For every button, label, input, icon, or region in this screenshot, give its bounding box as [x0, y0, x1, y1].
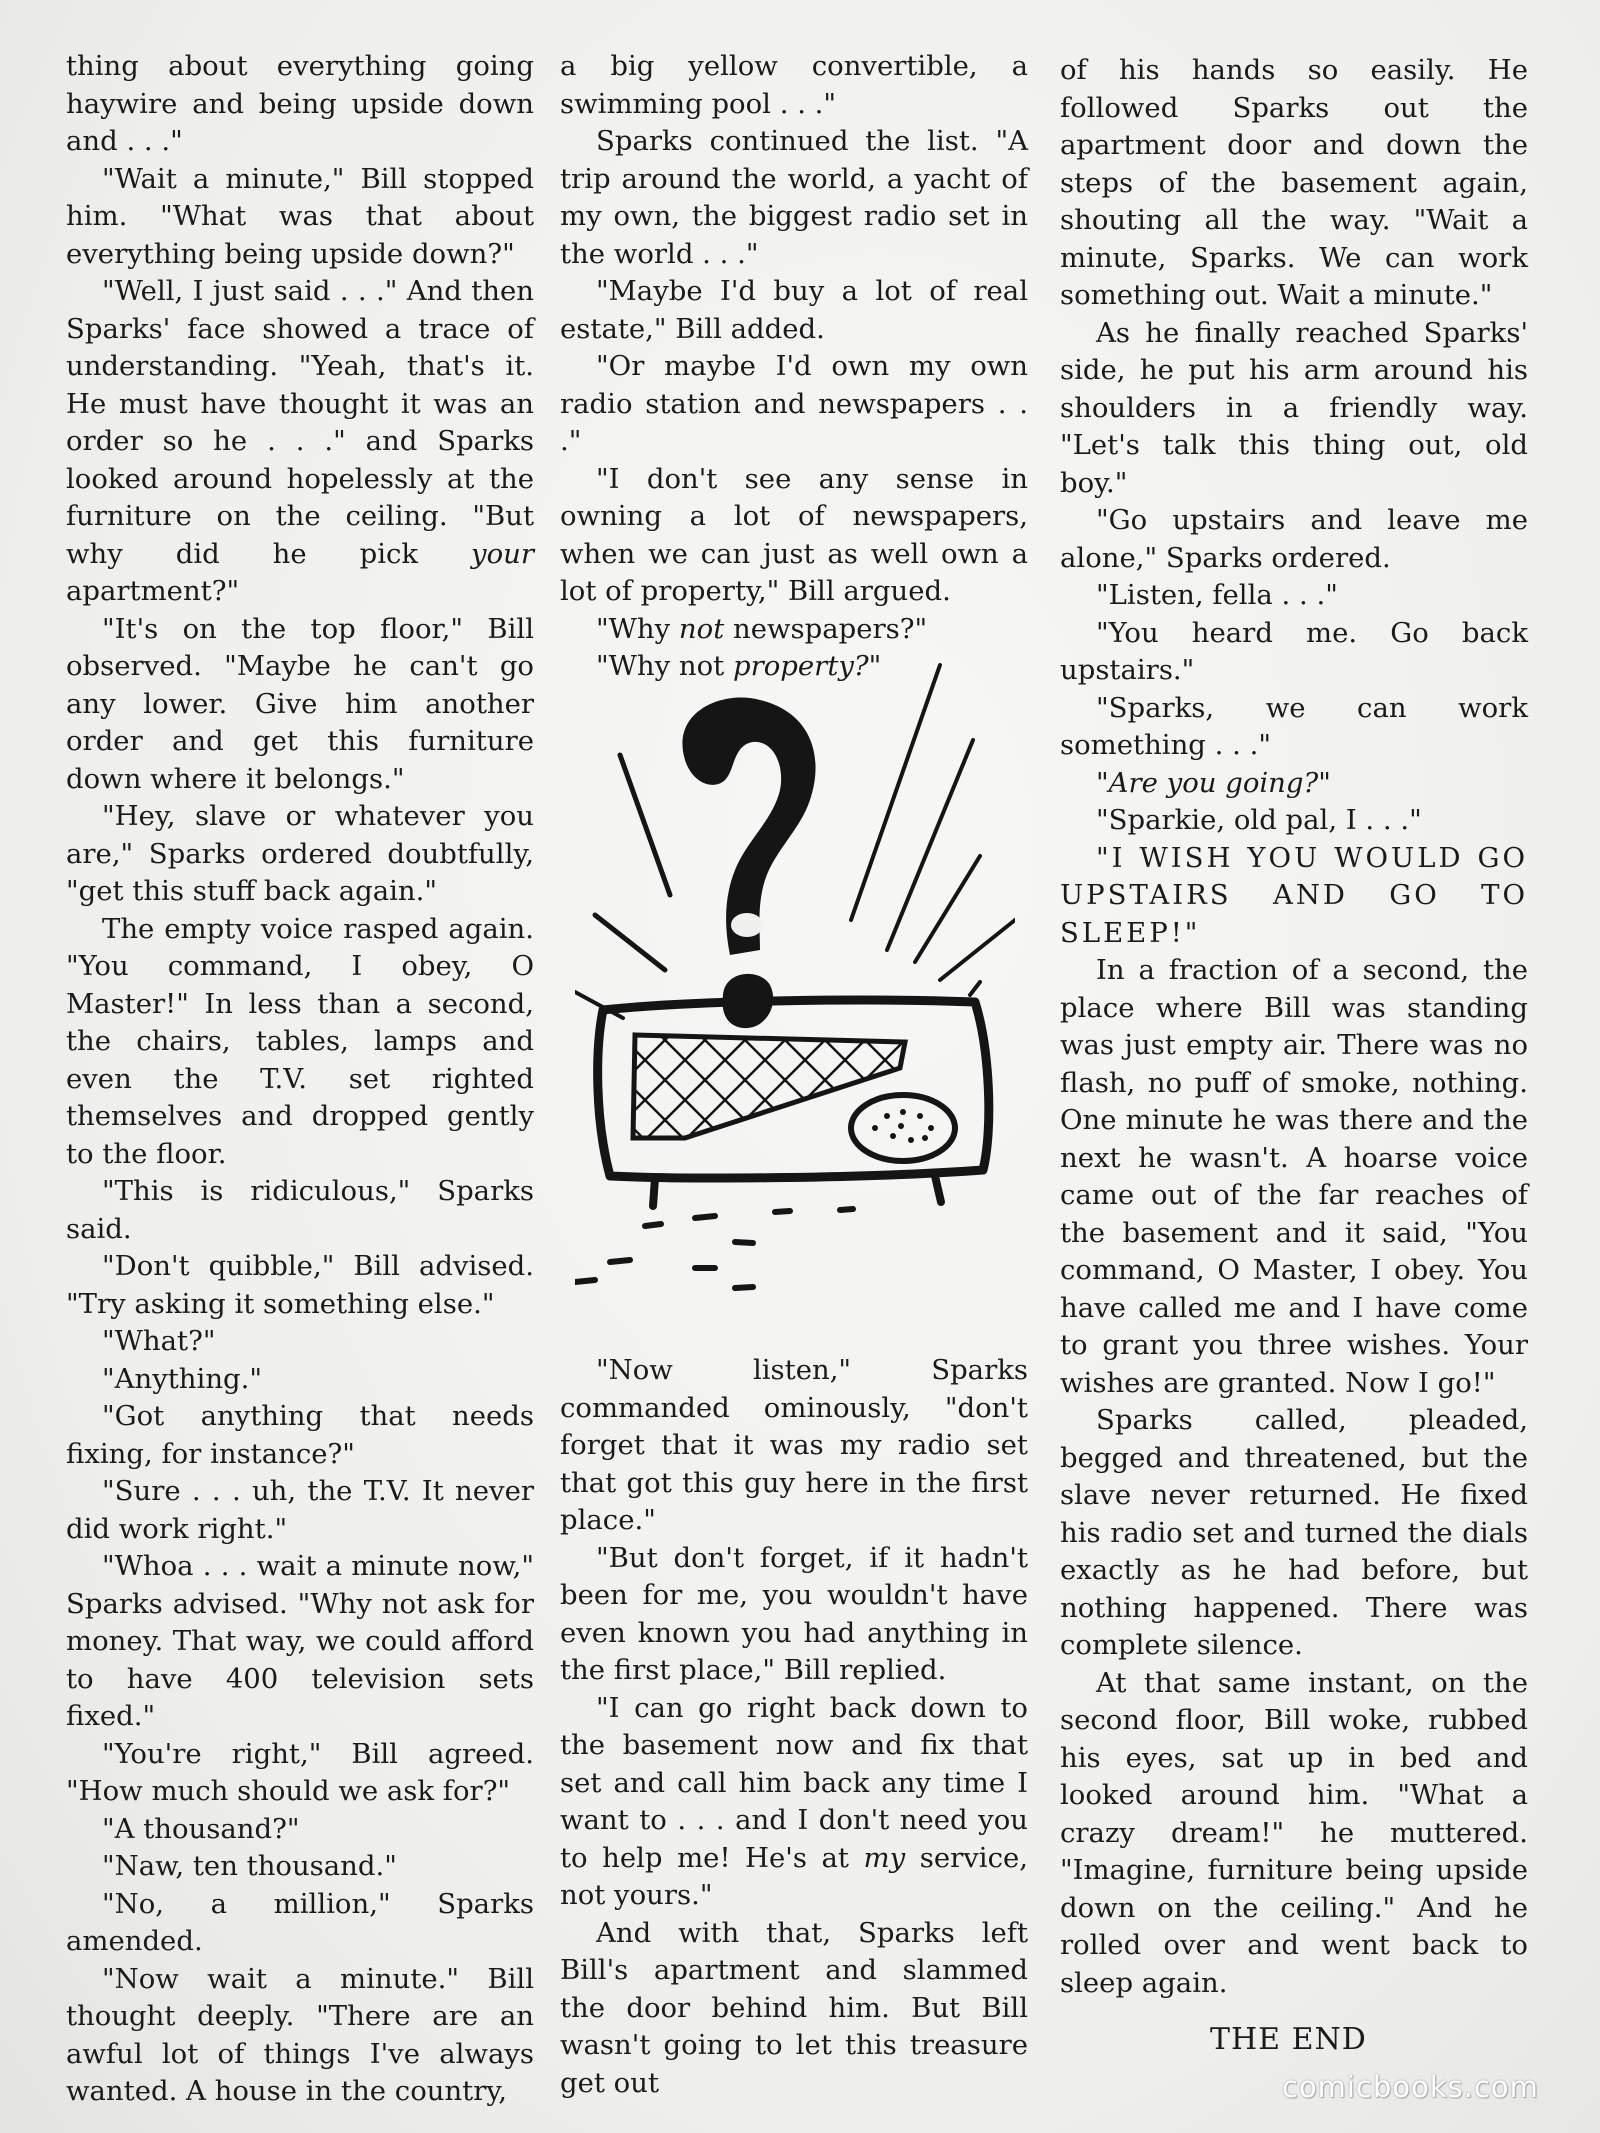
paragraph: "Are you going?"	[1096, 766, 1331, 799]
story-column-3	[1060, 52, 1528, 2002]
paragraph: "This is ridiculous," Sparks said.	[66, 1175, 534, 1245]
paragraph: "Got anything that needs fixing, for instance?"	[66, 1400, 534, 1470]
paragraph: "Sparkie, old pal, I . . ."	[1096, 804, 1422, 836]
paragraph: "No, a million," Sparks amended.	[66, 1887, 534, 1957]
paragraph: In a fraction of a second, the place where Bill was standing was just empty air. There was no flash, no puff of smoke, nothing. One minute he was there and the next he wasn't. A hoarse voice came out of the far reaches of the basement and it said, "You command, O Master, I obey. You have called me and I have come to grant you three wishes. Your wishes are granted. Now I go!"	[1060, 954, 1528, 1399]
paragraph: "I WISH YOU WOULD GO UPSTAIRS AND GO TO SLEEP!"	[1060, 841, 1528, 949]
paragraph: "Why not newspapers?"	[596, 612, 928, 645]
paragraph: "Sparks, we can work something . . ."	[1060, 691, 1528, 761]
paragraph: "Listen, fella . . ."	[1096, 579, 1338, 611]
paragraph: "But don't forget, if it hadn't been for me, you wouldn't have even known you had anything in the first place," Bill replied.	[560, 1541, 1028, 1686]
paragraph: "Wait a minute," Bill stopped him. "What was that about everything being upside down?"	[66, 162, 534, 270]
paragraph: "Don't quibble," Bill advised. "Try asking it something else."	[66, 1250, 534, 1320]
paragraph: "Or maybe I'd own my own radio station and newspapers . . ."	[560, 350, 1028, 457]
paragraph: "Naw, ten thousand."	[102, 1850, 397, 1882]
paragraph: At that same instant, on the second floor, Bill woke, rubbed his eyes, sat up in bed and looked around him. "What a crazy dream!" he muttered. "Imagine, furniture being upside down on the ceiling." And he rolled over and went back to sleep again.	[1060, 1666, 1528, 1999]
paragraph: "What?"	[102, 1325, 216, 1357]
paragraph: "Now listen," Sparks commanded ominously, "don't forget that it was my radio set that got this guy here in the first place."	[560, 1354, 1028, 1536]
paragraph: The empty voice rasped again. "You command, I obey, O Master!" In less than a second, the chairs, tables, lamps and even the T.V. set righted themselves and dropped gently to the floor.	[66, 912, 534, 1170]
paragraph: "Maybe I'd buy a lot of real estate," Bill added.	[560, 275, 1028, 345]
paragraph: And with that, Sparks left Bill's apartment and slammed the door behind him. But Bill wasn't going to let this treasure get out	[560, 1916, 1028, 2099]
paragraph: "Well, I just said . . ." And then Sparks' face showed a trace of understanding. "Yeah, that's it. He must have thought it was an order so he . . ." and Sparks looked around hopelessly at the furniture on the ceiling. "But why did he pick your apartment?"	[66, 275, 534, 607]
paragraph: thing about everything going haywire and being upside down and . . ."	[66, 50, 534, 157]
paragraph: a big yellow convertible, a swimming pool . . ."	[560, 50, 1028, 120]
paragraph: "It's on the top floor," Bill observed. "Maybe he can't go any lower. Give him another order and get this furniture down where it belongs."	[66, 612, 534, 795]
paragraph: "I can go right back down to the basement now and fix that set and call him back any time I want to . . . and I don't need you to help me! He's at my service, not yours."	[560, 1691, 1028, 1911]
paragraph: of his hands so easily. He followed Sparks out the apartment door and down the steps of the basement again, shouting all the way. "Wait a minute, Sparks. We can work something out. Wait a minute."	[1060, 54, 1528, 311]
question-mark-radio-icon	[575, 650, 1015, 1300]
paragraph: "Why not property?"	[596, 650, 882, 682]
story-column-2-top	[560, 48, 1028, 686]
paragraph: "You're right," Bill agreed. "How much should we ask for?"	[66, 1737, 534, 1807]
paragraph: "Go upstairs and leave me alone," Sparks ordered.	[1060, 504, 1528, 574]
paragraph: Sparks continued the list. "A trip around the world, a yacht of my own, the biggest radio set in the world . . ."	[560, 125, 1028, 270]
paragraph: "Sure . . . uh, the T.V. It never did work right."	[66, 1475, 534, 1545]
paragraph: Sparks called, pleaded, begged and threatened, but the slave never returned. He fixed his radio set and turned the dials exactly as he had before, but nothing happened. There was complete silence.	[1060, 1404, 1528, 1661]
paragraph: "I don't see any sense in owning a lot of newspapers, when we can just as well own a lot of property," Bill argued.	[560, 462, 1028, 607]
story-column-1	[66, 48, 534, 2111]
paragraph: "Now wait a minute." Bill thought deeply. "There are an awful lot of things I've always wanted. A house in the country,	[66, 1962, 534, 2107]
paragraph: "A thousand?"	[102, 1812, 300, 1845]
paragraph: As he finally reached Sparks' side, he put his arm around his shoulders in a friendly way. "Let's talk this thing out, old boy."	[1060, 316, 1528, 499]
paragraph: "Anything."	[102, 1362, 263, 1395]
the-end-label: THE END	[1210, 2022, 1367, 2057]
paragraph: "You heard me. Go back upstairs."	[1060, 616, 1528, 686]
watermark: comicbooks.com	[1282, 2070, 1539, 2104]
paragraph: "Whoa . . . wait a minute now," Sparks advised. "Why not ask for money. That way, we could afford to have 400 television sets fixed."	[66, 1550, 534, 1732]
story-column-2-bottom	[560, 1352, 1028, 2102]
paragraph: "Hey, slave or whatever you are," Sparks ordered doubtfully, "get this stuff back again."	[66, 800, 534, 907]
